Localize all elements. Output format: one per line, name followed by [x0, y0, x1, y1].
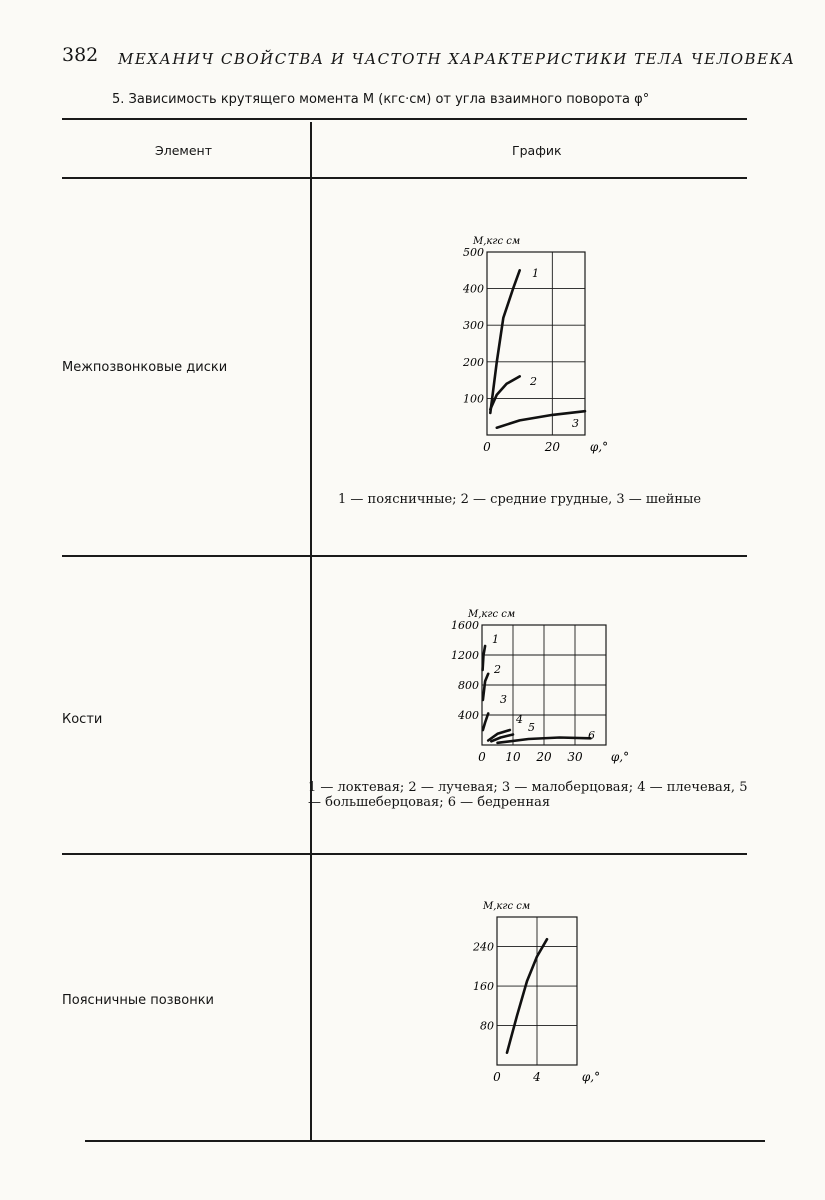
y-tick-label: 160: [473, 980, 494, 994]
row-2-caption: 1 — локтевая; 2 — лучевая; 3 — малоберцовая; 4 — плечевая, 5 — большеберцовая; 6 — бедренная: [308, 780, 748, 810]
chart-lumbar-vertebrae: [445, 900, 605, 1100]
table-title: 5. Зависимость крутящего момента M (кгс·см) от угла взаимного поворота φ°: [112, 92, 650, 107]
x-tick-label: 20: [536, 750, 552, 764]
y-tick-label: 240: [473, 940, 494, 954]
column-divider: [310, 122, 312, 1142]
running-head: МЕХАНИЧ СВОЙСТВА И ЧАСТОТН ХАРАКТЕРИСТИКИ ТЕЛА ЧЕЛОВЕКА: [118, 50, 796, 68]
x-axis-label: φ,°: [581, 1070, 601, 1084]
row-1-bottom-rule: [62, 555, 747, 557]
series-label: 1: [492, 633, 499, 646]
column-header-graph: График: [512, 143, 562, 158]
series-label: 6: [588, 729, 595, 742]
series-curve: [483, 714, 488, 731]
series-label: 5: [528, 721, 535, 734]
chart-bones: [420, 605, 630, 775]
y-tick-label: 500: [463, 246, 484, 259]
y-tick-label: 100: [463, 392, 484, 406]
y-tick-label: 400: [458, 709, 479, 722]
series-label: 3: [500, 693, 507, 706]
y-tick-label: 400: [463, 282, 484, 296]
table-bottom-rule: [85, 1140, 765, 1142]
series-curve: [483, 646, 486, 670]
y-axis-label: M,кгс см: [468, 609, 516, 620]
series-curve: [483, 674, 488, 700]
x-axis-label: φ,°: [589, 440, 609, 454]
row-2-element: Кости: [62, 712, 103, 727]
x-tick-label: 4: [533, 1070, 541, 1084]
row-2-bottom-rule: [62, 853, 747, 855]
x-tick-label: 30: [567, 750, 583, 764]
chart-intervertebral-discs: [440, 225, 620, 485]
series-curve: [507, 939, 547, 1052]
series-label: 1: [532, 267, 539, 280]
x-axis-label: φ,°: [610, 750, 630, 764]
series-label: 2: [530, 375, 537, 388]
y-tick-label: 200: [463, 355, 484, 369]
series-label: 2: [494, 663, 501, 676]
row-1-element: Межпозвонковые диски: [62, 360, 228, 375]
y-axis-label: M,кгс см: [483, 901, 531, 912]
y-tick-label: 1200: [451, 649, 479, 662]
x-tick-label: 10: [505, 750, 521, 764]
series-label: 3: [572, 417, 579, 430]
page-number: 382: [62, 44, 99, 66]
table-top-rule: [62, 118, 747, 120]
x-tick-label: 0: [478, 750, 486, 764]
series-curve: [490, 270, 519, 413]
row-3-element: Поясничные позвонки: [62, 993, 215, 1008]
column-header-element: Элемент: [155, 143, 212, 158]
x-tick-label: 0: [483, 440, 491, 454]
y-tick-label: 1600: [451, 619, 479, 632]
row-1-caption: 1 — поясничные; 2 — средние грудные, 3 — шейные: [338, 492, 702, 507]
y-tick-label: 80: [480, 1019, 494, 1033]
header-bottom-rule: [62, 177, 747, 179]
y-tick-label: 800: [458, 679, 479, 692]
y-tick-label: 300: [463, 319, 484, 333]
series-label: 4: [516, 713, 523, 726]
x-tick-label: 0: [493, 1070, 501, 1084]
x-tick-label: 20: [544, 440, 560, 454]
y-axis-label: M,кгс см: [473, 236, 521, 247]
